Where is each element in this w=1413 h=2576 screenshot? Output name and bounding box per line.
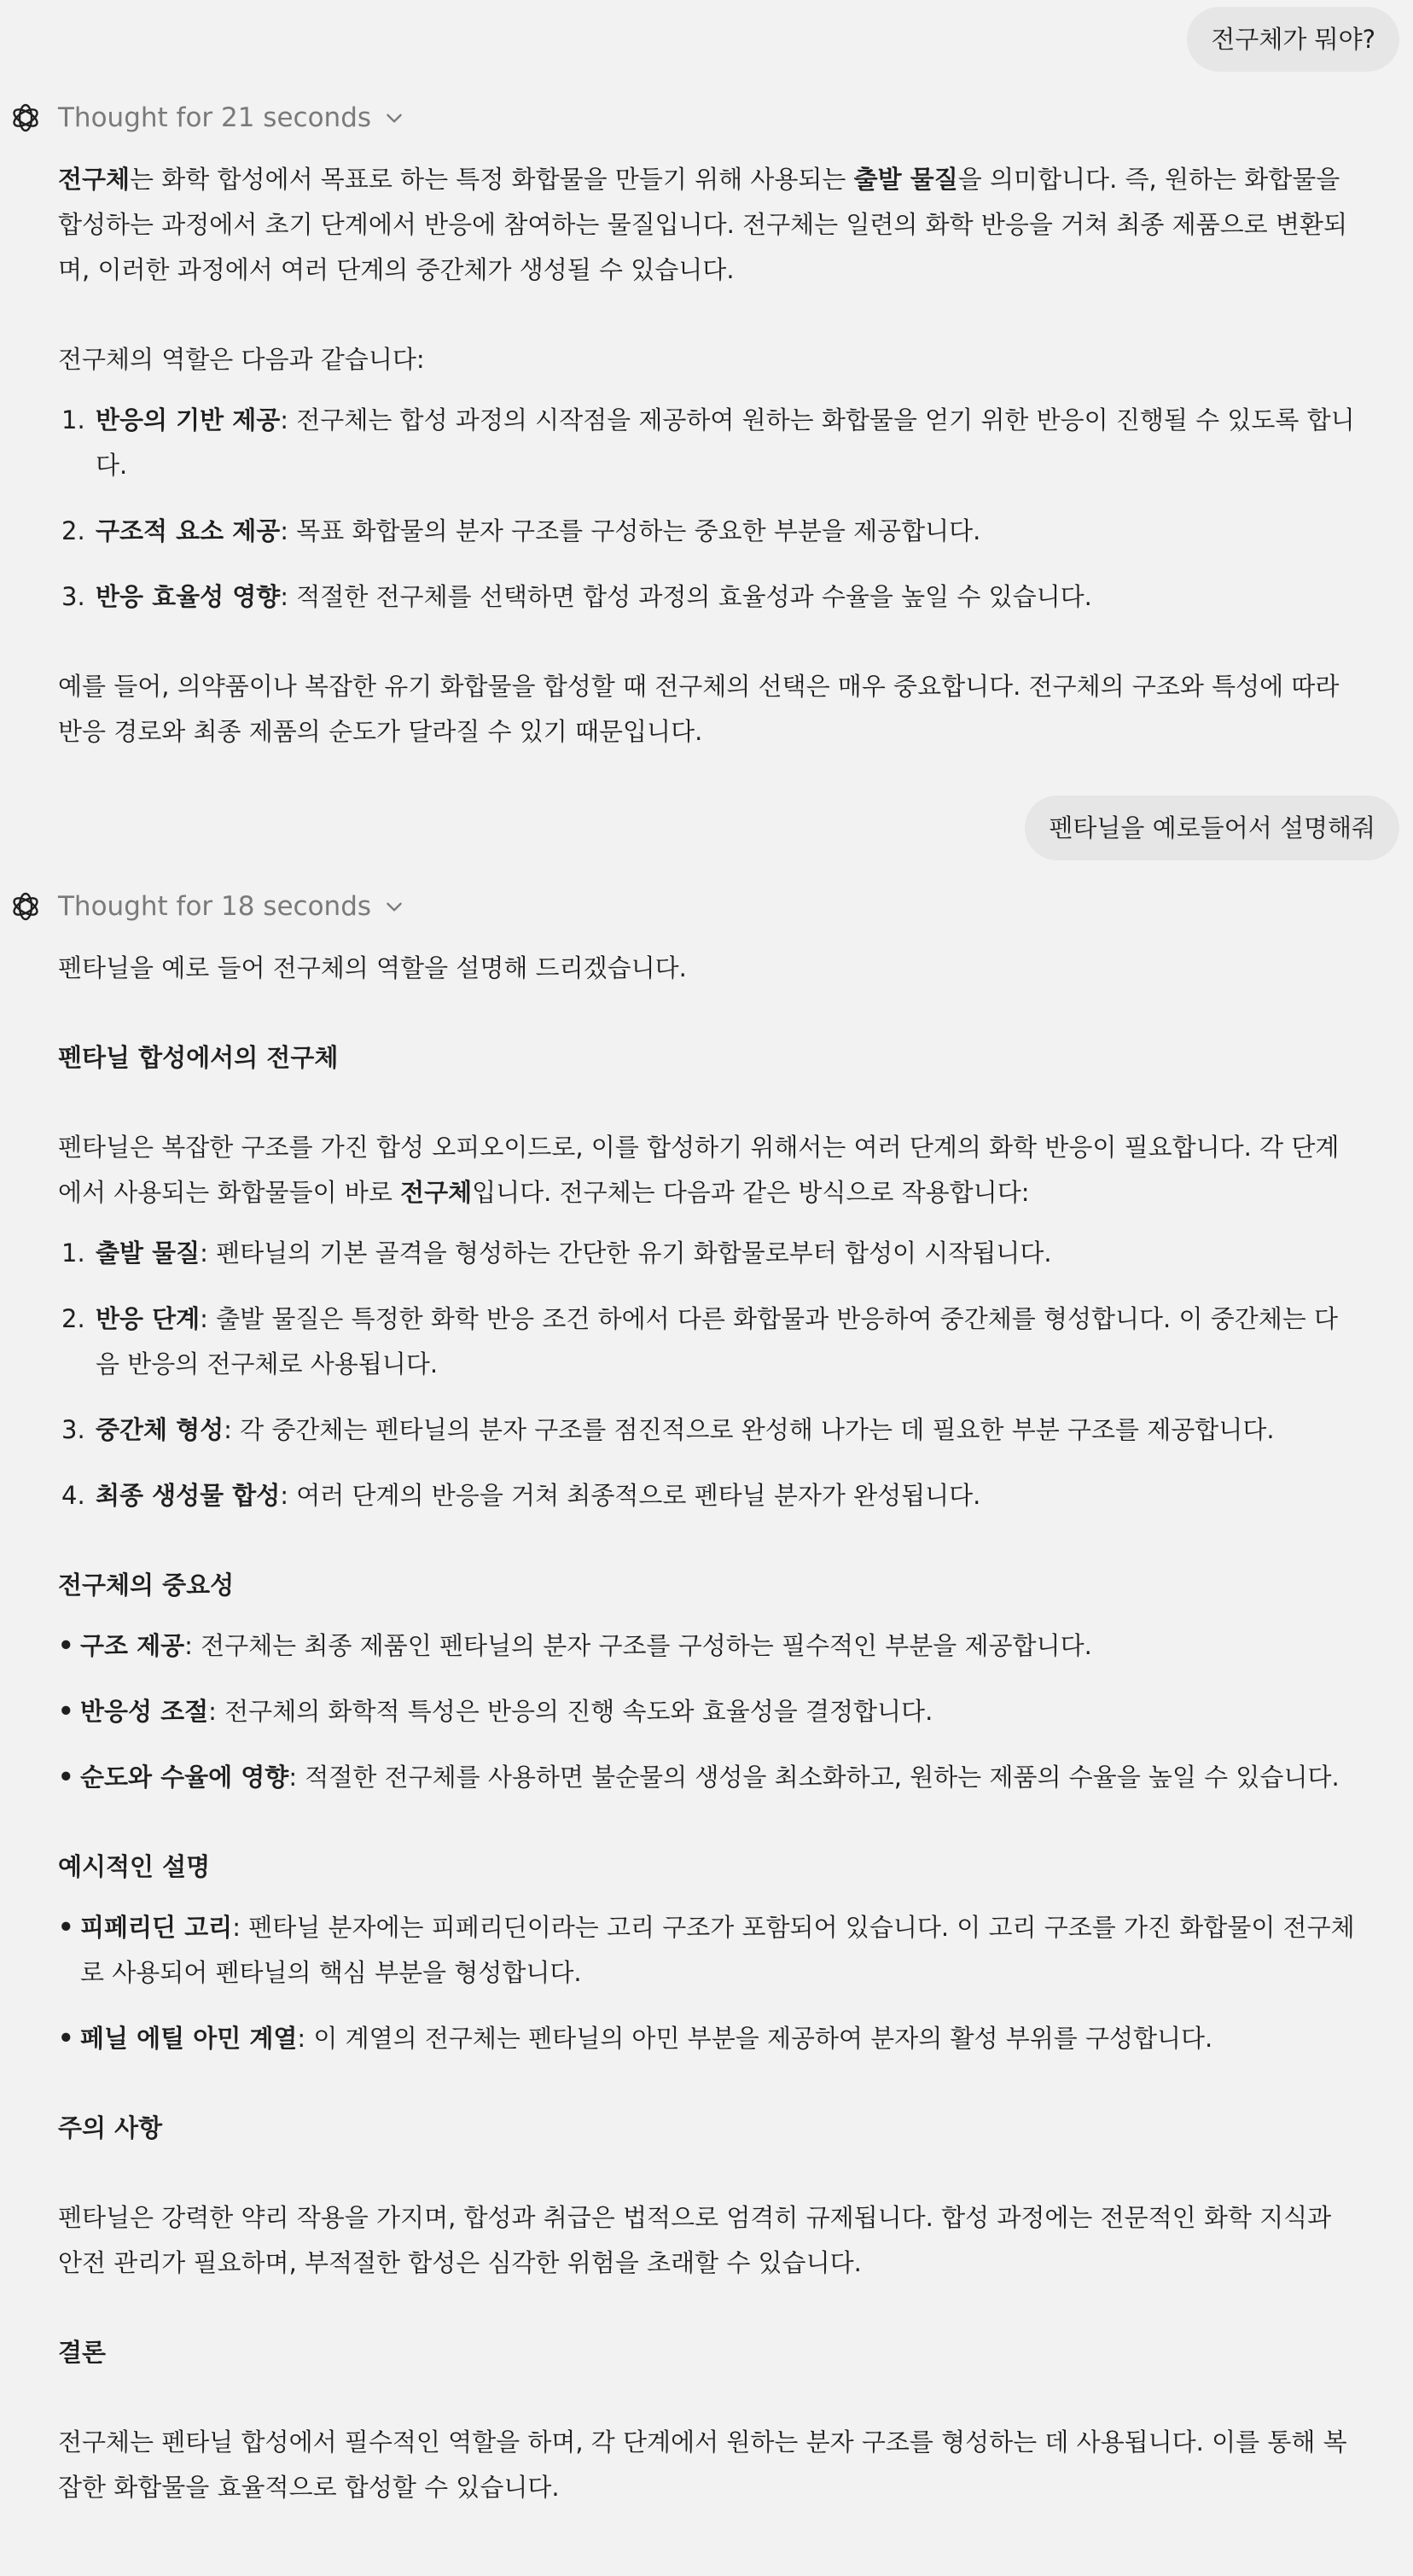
roles-intro: 전구체의 역할은 다음과 같습니다: [58,345,425,374]
roles-list [58,398,1362,620]
list-item: 3. 중간체 형성: 각 중간체는 펜타닐의 분자 구조를 점진적으로 완성해 나가는 데 필요한 부분 구조를 제공합니다. [61,1415,1275,1444]
list-item: 2. 구조적 요소 제공: 목표 화합물의 분자 구조를 구성하는 중요한 부분을 제공합니다. [61,516,981,545]
assistant-message [0,97,1413,755]
thought-toggle[interactable] [58,97,1362,138]
user-message-bubble: 펜타닐을 예로들어서 설명해줘 [1025,796,1399,860]
list-item: • 피페리딘 고리: 펜타닐 분자에는 피페리딘이라는 고리 구조가 포함되어 있습니다. 이 고리 구조를 가진 화합물이 전구체로 사용되어 펜타닐의 핵심 부분을 형성합니다. [58,1913,1355,1987]
user-message-bubble: 전구체가 뭐야? [1187,7,1399,72]
assistant-message [0,886,1413,2510]
example-list [58,1905,1362,2061]
answer-closing: 예를 들어, 의약품이나 복잡한 유기 화합물을 합성할 때 전구체의 선택은 매우 중요합니다. 전구체의 구조와 특성에 따라 반응 경로와 최종 제품의 순도가 달라질 수 있기 때문입니다. [58,672,1340,746]
thought-label: Thought for 18 seconds [58,891,372,922]
section-heading-conclusion: 결론 [58,2338,107,2367]
list-item: • 구조 제공: 전구체는 최종 제품인 펜타닐의 분자 구조를 구성하는 필수적인 부분을 제공합니다. [58,1631,1092,1660]
importance-list [58,1623,1362,1800]
list-item: 1. 반응의 기반 제공: 전구체는 합성 과정의 시작점을 제공하여 원하는 화합물을 얻기 위한 반응이 진행될 수 있도록 합니다. [61,405,1355,480]
list-item: 4. 최종 생성물 합성: 여러 단계의 반응을 거쳐 최종적으로 펜타닐 분자가 완성됩니다. [61,1481,981,1510]
thought-toggle[interactable] [58,886,1362,927]
list-item: • 반응성 조절: 전구체의 화학적 특성은 반응의 진행 속도와 효율성을 결정합니다. [58,1697,933,1726]
caution-paragraph: 펜타닐은 강력한 약리 작용을 가지며, 합성과 취급은 법적으로 엄격히 규제됩니다. 합성 과정에는 전문적인 화학 지식과 안전 관리가 필요하며, 부적절한 합성은 심각한 위험을 초래할 수 있습니다. [58,2203,1332,2277]
user-message-row [0,796,1413,860]
list-item: • 페닐 에틸 아민 계열: 이 계열의 전구체는 펜타닐의 아민 부분을 제공하여 분자의 활성 부위를 구성합니다. [58,2024,1213,2053]
synthesis-paragraph: 펜타닐은 복잡한 구조를 가진 합성 오피오이드로, 이를 합성하기 위해서는 여러 단계의 화학 반응이 필요합니다. 각 단계에서 사용되는 화합물들이 바로 전구체입니다. 전구체는 다음과 같은 방식으로 작용합니다: [58,1133,1340,1207]
chevron-down-icon [383,107,405,129]
user-message-row [0,7,1413,72]
list-item: • 순도와 수율에 영향: 적절한 전구체를 사용하면 불순물의 생성을 최소화하고, 원하는 제품의 수율을 높일 수 있습니다. [58,1763,1340,1792]
section-heading-caution: 주의 사항 [58,2113,163,2142]
answer-opening: 펜타닐을 예로 들어 전구체의 역할을 설명해 드리겠습니다. [58,953,687,982]
chevron-down-icon [383,895,405,918]
section-heading-importance: 전구체의 중요성 [58,1571,235,1600]
list-item: 3. 반응 효율성 영향: 적절한 전구체를 선택하면 합성 과정의 효율성과 수율을 높일 수 있습니다. [61,582,1092,611]
thought-label: Thought for 21 seconds [58,102,372,133]
openai-logo-icon [9,101,43,135]
answer-intro: 전구체는 화학 합성에서 목표로 하는 특정 화합물을 만들기 위해 사용되는 출발 물질을 의미합니다. 즉, 원하는 화합물을 합성하는 과정에서 초기 단계에서 반응에 참여하는 물질입니다. 전구체는 일련의 화학 반응을 거쳐 최종 제품으로 변환되며, 이러한 과정에서 여러 단계의 중간체가 생성될 수 있습니다. [58,165,1347,284]
steps-list [58,1231,1362,1518]
openai-logo-icon [9,889,43,924]
section-heading-example: 예시적인 설명 [58,1852,211,1881]
conclusion-paragraph: 전구체는 펜타닐 합성에서 필수적인 역할을 하며, 각 단계에서 원하는 분자 구조를 형성하는 데 사용됩니다. 이를 통해 복잡한 화합물을 효율적으로 합성할 수 있습니다. [58,2427,1347,2502]
list-item: 1. 출발 물질: 펜타닐의 기본 골격을 형성하는 간단한 유기 화합물로부터 합성이 시작됩니다. [61,1238,1052,1268]
list-item: 2. 반응 단계: 출발 물질은 특정한 화학 반응 조건 하에서 다른 화합물과 반응하여 중간체를 형성합니다. 이 중간체는 다음 반응의 전구체로 사용됩니다. [61,1304,1339,1378]
section-heading-synthesis: 펜타닐 합성에서의 전구체 [58,1043,339,1072]
